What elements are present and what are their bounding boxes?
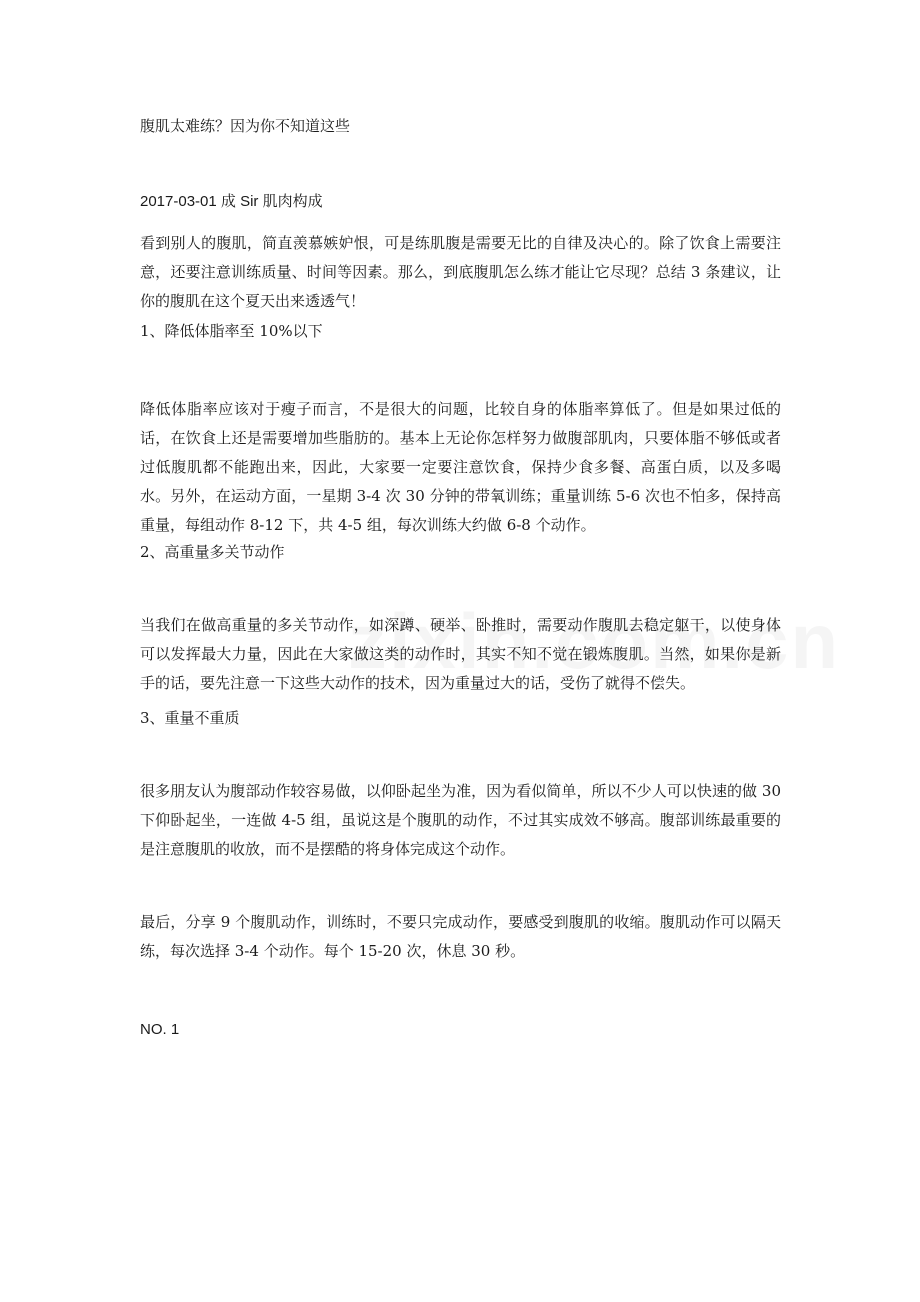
section-3-heading: 3、重量不重质 (140, 709, 240, 727)
number-label: NO. 1 (140, 1021, 180, 1038)
article-title: 腹肌太难练？因为你不知道这些 (140, 117, 351, 135)
section-1-body: 降低体脂率应该对于瘦子而言，不是很大的问题，比较自身的体脂率算低了。但是如果过低的话，在饮食上还是需要增加些脂肪的。基本上无论你怎样努力做腹部肌肉，只要体脂不够低或者过低腹肌都不能跑出来，因此，大家要一定要注意饮食，保持少食多餐、高蛋白质，以及多喝水。另外，在运动方面，一星期 3-4 次 30 分钟的带氧训练；重量训练 5-6 次也不怕多，保持高重量，每组动作 8-12 下，共 4-5 组，每次训练大约做 6-8 个动作。 (140, 400, 781, 534)
section-3-body: 很多朋友认为腹部动作较容易做，以仰卧起坐为准，因为看似简单，所以不少人可以快速的做 30 下仰卧起坐，一连做 4-5 组，虽说这是个腹肌的动作，不过其实成效不够高。腹部训练最重要的是注意腹肌的收放，而不是摆酷的将身体完成这个动作。 (140, 782, 781, 858)
section-2-heading: 2、高重量多关节动作 (140, 543, 285, 561)
article-meta: 2017-03-01 成 Sir 肌肉构成 (140, 193, 323, 210)
section-1-heading: 1、降低体脂率至 10%以下 (140, 322, 323, 340)
section-2-body: 当我们在做高重量的多关节动作，如深蹲、硬举、卧推时，需要动作腹肌去稳定躯干，以使身体可以发挥最大力量，因此在大家做这类的动作时，其实不知不觉在锻炼腹肌。当然，如果你是新手的话，要先注意一下这些大动作的技术，因为重量过大的话，受伤了就得不偿失。 (140, 616, 781, 692)
intro-paragraph: 看到别人的腹肌，简直羡慕嫉妒恨，可是练肌腹是需要无比的自律及决心的。除了饮食上需要注意，还要注意训练质量、时间等因素。那么，到底腹肌怎么练才能让它尽现？总结 3 条建议，让你的腹肌在这个夏天出来透透气！ (140, 234, 781, 310)
closing-paragraph: 最后，分享 9 个腹肌动作，训练时，不要只完成动作，要感受到腹肌的收缩。腹肌动作可以隔天练，每次选择 3-4 个动作。每个 15-20 次，休息 30 秒。 (140, 913, 781, 960)
